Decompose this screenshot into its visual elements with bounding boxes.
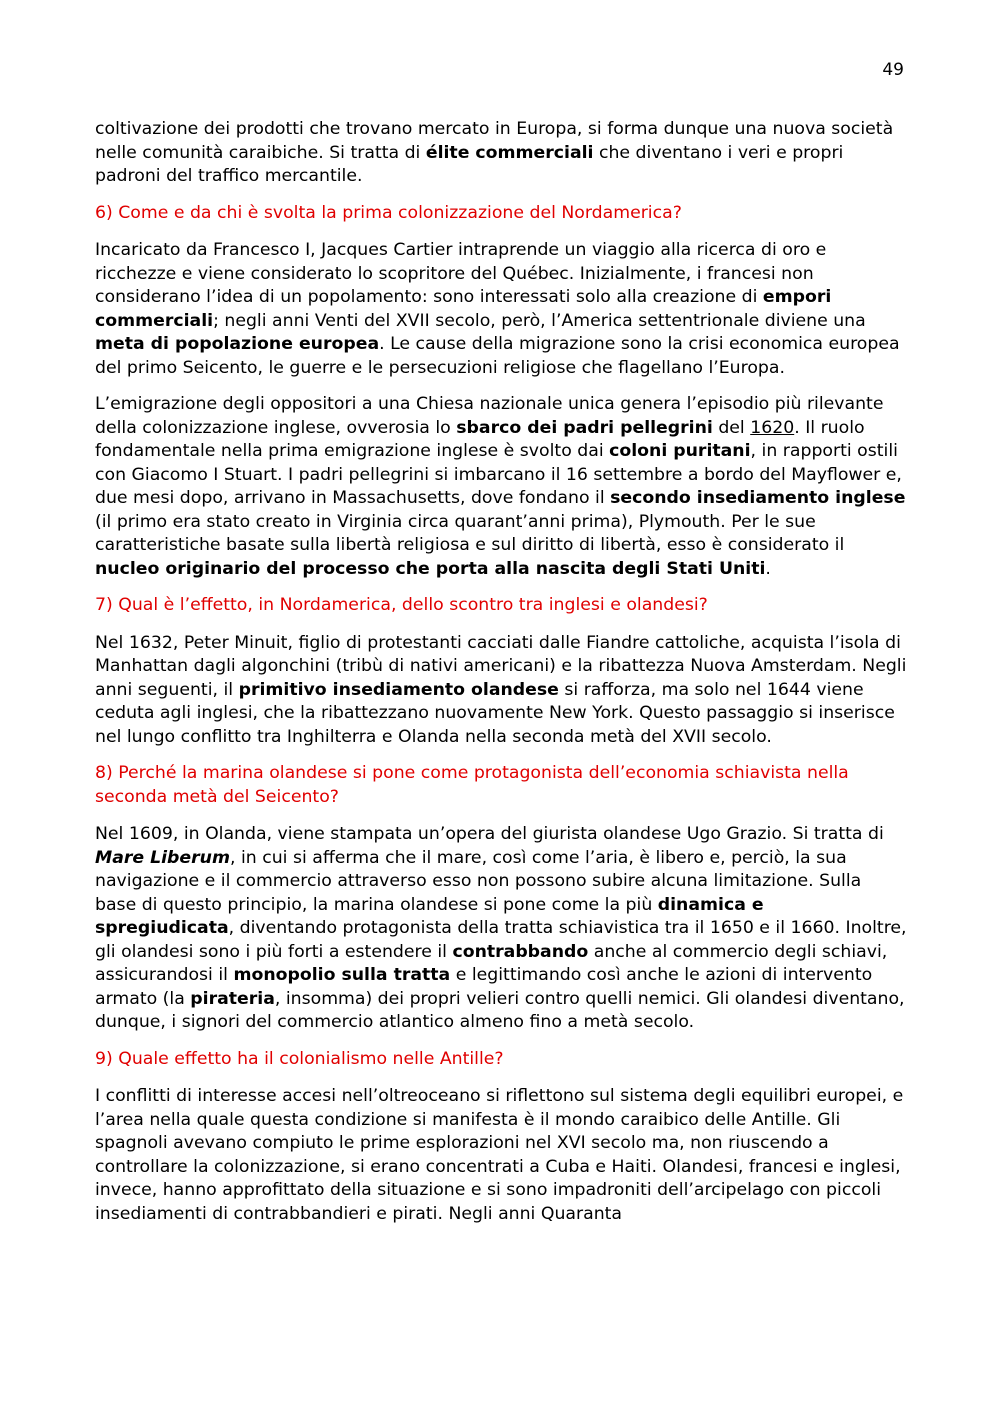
bold-term: nucleo originario del processo che porta alla nascita degli Stati Uniti [95, 558, 766, 579]
bold-term: sbarco dei padri pellegrini [456, 417, 713, 438]
question-6: 6) Come e da chi è svolta la prima colonizzazione del Nordamerica? [95, 202, 682, 223]
bold-italic-title: Mare Liberum [95, 847, 230, 868]
paragraph-antille: I conflitti di interesse accesi nell’oltreoceano si riflettono sul sistema degli equilibri europei, e l’area nella quale questa condizione si manifesta è il mondo caraibico delle Antille. Gli spagnoli avevano compiuto le prime esplorazioni nel XVI secolo ma, non riuscendo a controllare la colonizzazione, si erano concentrati a Cuba e Haiti. Olandesi, francesi e inglesi, invece, hanno approfittato della situazione e si sono impadroniti dell’arcipelago con piccoli insediamenti di contrabbandieri e pirati. Negli anni Quaranta [95, 1086, 904, 1224]
paragraph-cartier: Incaricato da Francesco I, Jacques Cartier intraprende un viaggio alla ricerca di oro e ricchezze e viene considerato lo scopritore del Québec. Inizialmente, i francesi non considerano l’idea di un popolamento: sono interessati solo alla creazione di empori commerciali; negli anni Venti del XVII secolo, però, l’America settentrionale diviene una meta di popolazione europea. Le cause della migrazione sono la crisi economica europea del primo Seicento, le guerre e le persecuzioni religiose che flagellano l’Europa. [95, 240, 900, 378]
paragraph-manhattan: Nel 1632, Peter Minuit, figlio di protestanti cacciati dalle Fiandre cattoliche, acquista l’isola di Manhattan dagli algonchini (tribù di nativi americani) e la ribattezza Nuova Amsterdam. Negli anni seguenti, il primitivo insediamento olandese si rafforza, ma solo nel 1644 viene ceduta agli inglesi, che la ribattezzano nuovamente New York. Questo passaggio si inserisce nel lungo conflitto tra Inghilterra e Olanda nella seconda metà del XVII secolo. [95, 632, 907, 747]
bold-term: pirateria [190, 988, 275, 1009]
paragraph-elite-commerciali: coltivazione dei prodotti che trovano mercato in Europa, si forma dunque una nuova società nelle comunità caraibiche. Si tratta di élite commerciali che diventano i veri e propri padroni del traffico mercantile. [95, 119, 894, 186]
bold-term: secondo insediamento inglese [610, 488, 906, 508]
question-9: 9) Quale effetto ha il colonialismo nelle Antille? [95, 1048, 504, 1069]
bold-term: contrabbando [452, 941, 589, 962]
bold-term: dinamica e spregiudicata [95, 894, 764, 938]
document-body [95, 118, 907, 1239]
bold-term: coloni puritani [609, 441, 751, 461]
bold-term: monopolio sulla tratta [233, 965, 451, 985]
underlined-year: 1620 [750, 417, 795, 438]
question-7: 7) Qual è l’effetto, in Nordamerica, dello scontro tra inglesi e olandesi? [95, 595, 708, 615]
bold-term: meta di popolazione europea [95, 334, 380, 354]
bold-term: élite commerciali [425, 142, 594, 163]
bold-term: empori commerciali [95, 287, 832, 331]
bold-term: primitivo insediamento olandese [238, 679, 559, 700]
page-number: 49 [882, 60, 904, 80]
paragraph-padri-pellegrini: L’emigrazione degli oppositori a una Chiesa nazionale unica genera l’episodio più rilevante della colonizzazione inglese, ovverosia lo sbarco dei padri pellegrini del 1620. Il ruolo fondamentale nella prima emigrazione inglese è svolto dai coloni puritani, in rapporti ostili con Giacomo I Stuart. I padri pellegrini si imbarcano il 16 settembre a bordo del Mayflower e, due mesi dopo, arrivano in Massachusetts, dove fondano il secondo insediamento inglese (il primo era stato creato in Virginia circa quarant’anni prima), Plymouth. Per le sue caratteristiche basate sulla libertà religiosa e sul diritto di libertà, esso è considerato il nucleo originario del processo che porta alla nascita degli Stati Uniti. [95, 394, 906, 579]
question-8: 8) Perché la marina olandese si pone come protagonista dell’economia schiavista nella seconda metà del Seicento? [95, 763, 849, 807]
paragraph-mare-liberum: Nel 1609, in Olanda, viene stampata un’opera del giurista olandese Ugo Grazio. Si tratta di Mare Liberum, in cui si afferma che il mare, così come l’aria, è libero e, perciò, la sua navigazione e il commercio attraverso esso non possono subire alcuna limitazione. Sulla base di questo principio, la marina olandese si pone come la più dinamica e spregiudicata, diventando protagonista della tratta schiavistica tra il 1650 e il 1660. Inoltre, gli olandesi sono i più forti a estendere il contrabbando anche al commercio degli schiavi, assicurandosi il monopolio sulla tratta e legittimando così anche le azioni di intervento armato (la pirateria, insomma) dei propri velieri contro quelli nemici. Gli olandesi diventano, dunque, i signori del commercio atlantico almeno fino a metà secolo. [95, 824, 907, 1032]
